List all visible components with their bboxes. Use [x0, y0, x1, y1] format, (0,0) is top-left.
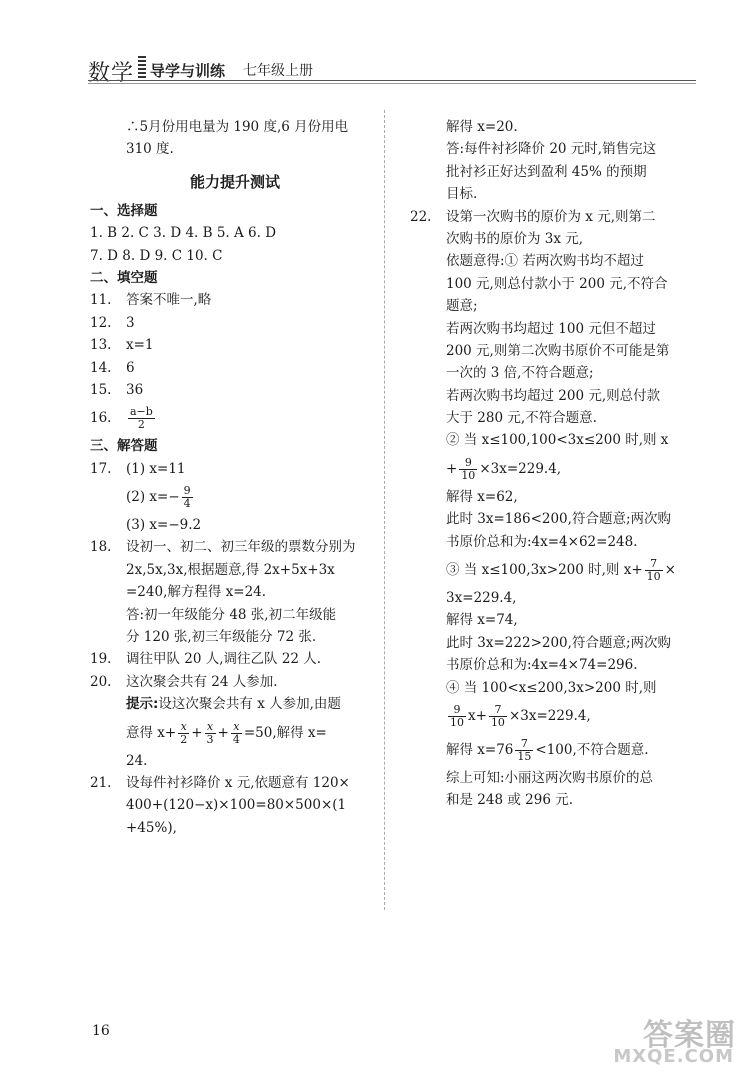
text-line: 3x=229.4,	[446, 590, 517, 607]
text-line: 依题意得:① 若两次购书均不超过	[446, 253, 644, 270]
fraction: $\frac{9}{10}$	[450, 702, 464, 729]
list-item: 21. 设每件衬衫降价 x 元,依题意有 120×	[90, 774, 350, 791]
section-heading: 二、填空题	[90, 269, 158, 286]
page-number: 16	[92, 1023, 110, 1039]
text-line: 综上可知:小丽这两次购书原价的总	[446, 769, 654, 786]
equation-line: 意得 x+ $\frac{x}{2}$ + $\frac{x}{3}$ + $\frac{x}{4}$ =50,解得 x=	[126, 719, 327, 746]
header-decoration	[138, 56, 146, 78]
column-divider	[384, 110, 385, 910]
list-item: (3) x=−9.2	[126, 517, 202, 534]
list-item: 13. x=1	[90, 337, 154, 354]
text-line: =240,解方程得 x=24.	[126, 584, 267, 601]
list-item: (2) x=− $\frac{9}{4}$	[126, 484, 191, 511]
fraction: $\frac{9}{10}$	[461, 455, 476, 482]
text-line: 书原价总和为:4x=4×62=248.	[446, 533, 638, 550]
text-line: 书原价总和为:4x=4×74=296.	[446, 657, 638, 674]
text-line: 若两次购书均超过 200 元,则总付款	[446, 387, 661, 404]
text-line: 目标.	[446, 186, 478, 203]
list-item: 17. (1) x=11	[90, 460, 186, 477]
header-grade: 七年级上册	[243, 63, 313, 79]
section-title: 能力提升测试	[189, 172, 280, 191]
list-item: 12. 3	[90, 314, 135, 331]
right-column	[410, 116, 695, 812]
text-line: 若两次购书均超过 100 元但不超过	[446, 320, 656, 337]
text-line: 2x,5x,3x,根据题意,得 2x+5x+3x	[126, 561, 335, 578]
list-item: 19. 调往甲队 20 人,调往乙队 22 人.	[90, 651, 322, 668]
text-line: ∴5月份用电量为 190 度,6 月份用电	[126, 119, 349, 135]
header-subject: 数学	[88, 61, 135, 86]
text-line: 批衬衫正好达到盈利 45% 的预期	[446, 163, 647, 180]
fraction: $\frac{a-b}{2}$	[130, 405, 153, 432]
list-item: 14. 6	[90, 359, 135, 376]
text-line: 此时 3x=186<200,符合题意;两次购	[446, 511, 671, 528]
text-line: 此时 3x=222>200,符合题意;两次购	[446, 634, 671, 651]
list-item: 11. 答案不唯一,略	[90, 292, 212, 309]
text-line: 题意;	[446, 298, 478, 315]
equation-line: + $\frac{9}{10}$ ×3x=229.4,	[446, 455, 562, 482]
fraction: $\frac{x}{3}$	[206, 719, 214, 746]
fraction: $\frac{9}{4}$	[183, 484, 191, 511]
text-line: 答:每件衬衫降价 20 元时,销售完这	[446, 141, 657, 158]
text-line: 次购书的原价为 3x 元,	[446, 230, 584, 247]
fraction: $\frac{x}{4}$	[232, 719, 240, 746]
answer-line: 1. B 2. C 3. D 4. B 5. A 6. D	[90, 225, 277, 242]
text-line: 310 度.	[126, 141, 174, 158]
fraction: $\frac{7}{15}$	[517, 736, 532, 763]
text-line: 解得 x=20.	[446, 119, 518, 135]
fraction: $\frac{7}{10}$	[490, 702, 505, 729]
text-line: 和是 248 或 296 元.	[446, 792, 573, 809]
fraction: $\frac{x}{2}$	[180, 719, 188, 746]
list-item: 16. $\frac{a-b}{2}$	[90, 405, 153, 432]
left-column	[90, 116, 380, 839]
list-item: 18. 设初一、初二、初三年级的票数分别为	[90, 539, 356, 556]
answer-line: 7. D 8. D 9. C 10. C	[90, 247, 223, 264]
text-line: 答:初一年级能分 48 张,初二年级能	[126, 606, 337, 623]
list-item: 20. 这次聚会共有 24 人参加.	[90, 673, 278, 690]
equation-line: ③ 当 x≤100,3x>200 时,则 x+ $\frac{7}{10}$ ×	[446, 557, 676, 584]
hint-line: 提示:设这次聚会共有 x 人参加,由题	[126, 696, 341, 713]
text-line: +45%),	[126, 819, 177, 836]
header-series: 导学与训练	[150, 62, 226, 80]
text-line: 分 120 张,初三年级能分 72 张.	[126, 629, 317, 646]
hint-label: 提示:	[126, 696, 159, 713]
header-rule	[88, 80, 696, 84]
text-line: 解得 x=74,	[446, 612, 518, 629]
list-item: 15. 36	[90, 381, 144, 398]
section-heading: 一、选择题	[90, 202, 158, 219]
text-line: 24.	[126, 752, 148, 769]
fraction: $\frac{7}{10}$	[646, 557, 661, 584]
text-line: 解得 x=62,	[446, 488, 518, 505]
text-line: ④ 当 100<x≤200,3x>200 时,则	[446, 679, 657, 696]
equation-line: 解得 x=76 $\frac{7}{15}$ <100,不符合题意.	[446, 736, 649, 763]
watermark-logo: 答案圈	[643, 1018, 736, 1053]
list-item: 22. 设第一次购书的原价为 x 元,则第二	[410, 208, 656, 225]
text-line: 一次的 3 倍,不符合题意;	[446, 365, 594, 382]
text-line: 200 元,则第二次购书原价不可能是第	[446, 342, 670, 359]
text-line: ② 当 x≤100,100<3x≤200 时,则 x	[446, 432, 669, 449]
text-line: 大于 280 元,不符合题意.	[446, 410, 597, 427]
equation-line: $\frac{9}{10}$ x+ $\frac{7}{10}$ ×3x=229.4,	[450, 702, 591, 729]
section-heading: 三、解答题	[90, 438, 158, 455]
watermark-url: MXQE.COM	[613, 1046, 734, 1067]
text-line: 400+(120−x)×100=80×500×(1	[126, 797, 347, 814]
text-line: 100 元,则总付款小于 200 元,不符合	[446, 275, 668, 292]
